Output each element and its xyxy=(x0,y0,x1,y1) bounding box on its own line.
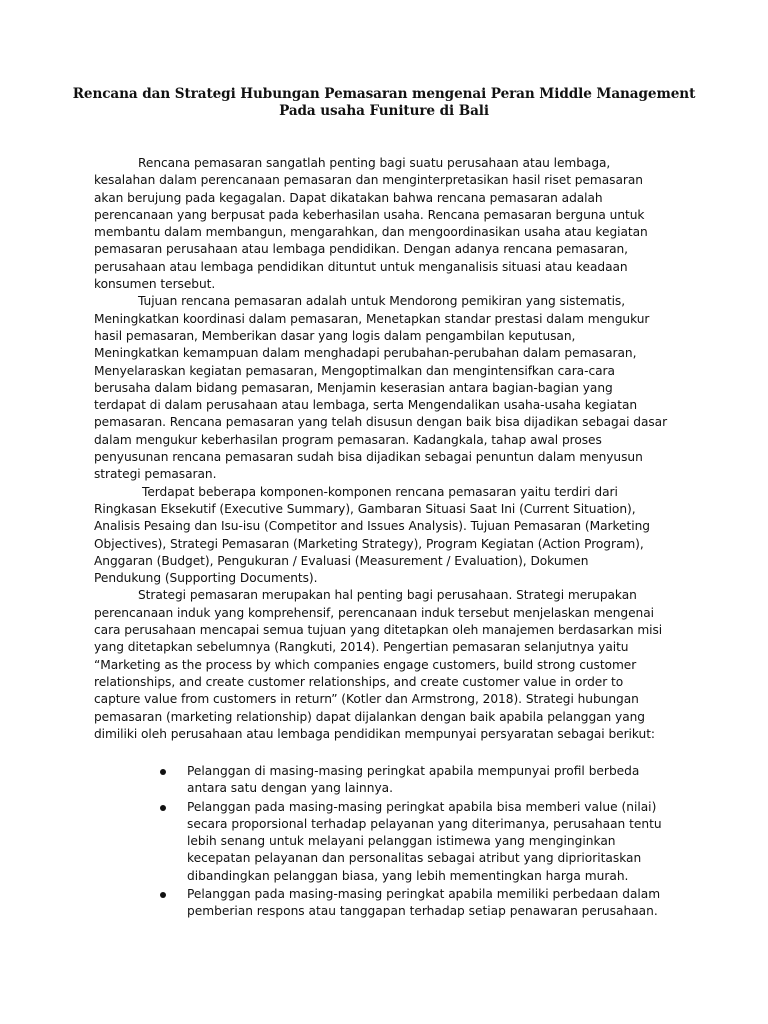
title-line: Pada usaha Funiture di Bali xyxy=(279,103,489,119)
text-line: dimiliki oleh perusahaan atau lembaga pendidikan mempunyai persyaratan sebagai berikut: xyxy=(94,726,655,741)
document-body xyxy=(94,155,674,743)
text-line: yang ditetapkan sebelumnya (Rangkuti, 2014). Pengertian pemasaran selanjutnya yaitu xyxy=(94,640,629,655)
document-title xyxy=(60,86,708,120)
text-line: perencanaan yang berpusat pada keberhasilan usaha. Rencana pemasaran berguna untuk xyxy=(94,207,645,222)
text-line: pemberian respons atau tanggapan terhadap setiap penawaran perusahaan. xyxy=(187,904,658,919)
text-line: Meningkatkan koordinasi dalam pemasaran, Menetapkan standar prestasi dalam mengukur xyxy=(94,311,650,326)
text-line: Anggaran (Budget), Pengukuran / Evaluasi (Measurement / Evaluation), Dokumen xyxy=(94,553,589,568)
text-line: “Marketing as the process by which companies engage customers, build strong customer xyxy=(94,657,637,672)
bullet-icon xyxy=(160,805,166,811)
text-line: kesalahan dalam perencanaan pemasaran dan menginterpretasikan hasil riset pemasaran xyxy=(94,173,643,188)
text-line: hasil pemasaran, Memberikan dasar yang logis dalam pengambilan keputusan, xyxy=(94,328,576,343)
text-line: Pelanggan pada masing-masing peringkat apabila bisa memberi value (nilai) xyxy=(187,799,657,814)
text-line: strategi pemasaran. xyxy=(94,467,217,482)
bullet-icon xyxy=(160,892,166,898)
text-line: secara proporsional terhadap pelayanan yang diterimanya, perusahaan tentu xyxy=(187,816,662,831)
text-line: Ringkasan Eksekutif (Executive Summary), Gambaran Situasi Saat Ini (Current Situation), xyxy=(94,501,636,516)
text-line: Rencana pemasaran sangatlah penting bagi suatu perusahaan atau lembaga, xyxy=(138,156,611,170)
text-line: pemasaran (marketing relationship) dapat dijalankan dengan baik apabila pelanggan yang xyxy=(94,709,645,724)
text-line: Pendukung (Supporting Documents). xyxy=(94,571,318,586)
text-line: akan berujung pada kegagalan. Dapat dikatakan bahwa rencana pemasaran adalah xyxy=(94,190,603,205)
list-item xyxy=(94,799,674,885)
text-line: Pelanggan pada masing-masing peringkat apabila memiliki perbedaan dalam xyxy=(187,887,661,902)
text-line: penyusunan rencana pemasaran sudah bisa dijadikan sebagai penuntun dalam menyusun xyxy=(94,450,643,465)
text-line: antara satu dengan yang lainnya. xyxy=(187,781,394,796)
text-line: Strategi pemasaran merupakan hal penting bagi perusahaan. Strategi merupakan xyxy=(138,588,637,603)
title-line: Rencana dan Strategi Hubungan Pemasaran mengenai Peran Middle Management xyxy=(72,86,696,102)
text-line: pemasaran perusahaan atau lembaga pendidikan. Dengan adanya rencana pemasaran, xyxy=(94,242,628,257)
bullet-icon xyxy=(160,769,166,775)
text-line: Pelanggan di masing-masing peringkat apabila mempunyai profil berbeda xyxy=(187,764,640,778)
text-line: relationships, and create customer relationships, and create customer value in order to xyxy=(94,674,624,689)
list-item xyxy=(94,763,674,798)
bullet-list xyxy=(94,763,674,922)
text-line: terdapat di dalam perusahaan atau lembaga, serta Mengendalikan usaha-usaha kegiatan xyxy=(94,398,638,413)
text-line: dibandingkan pelanggan biasa, yang lebih mementingkan harga murah. xyxy=(187,868,629,883)
text-line: konsumen tersebut. xyxy=(94,277,216,292)
text-line: pemasaran. Rencana pemasaran yang telah disusun dengan baik bisa dijadikan sebagai dasar xyxy=(94,415,668,430)
text-line: Objectives), Strategi Pemasaran (Marketing Strategy), Program Kegiatan (Action Program), xyxy=(94,536,644,551)
text-line: Menyelaraskan kegiatan pemasaran, Mengoptimalkan dan mengintensifkan cara-cara xyxy=(94,363,615,378)
text-line: perencanaan induk yang komprehensif, perencanaan induk tersebut menjelaskan mengenai xyxy=(94,605,654,620)
list-item xyxy=(94,886,674,921)
text-line: kecepatan pelayanan dan personalitas sebagai atribut yang diprioritaskan xyxy=(187,851,642,866)
text-line: Tujuan rencana pemasaran adalah untuk Mendorong pemikiran yang sistematis, xyxy=(138,294,626,309)
text-line: Analisis Pesaing dan Isu-isu (Competitor and Issues Analysis). Tujuan Pemasaran (Marketing xyxy=(94,519,650,534)
text-line: berusaha dalam bidang pemasaran, Menjamin keserasian antara bagian-bagian yang xyxy=(94,380,613,395)
text-line: cara perusahaan mencapai semua tujuan yang ditetapkan oleh manajemen berdasarkan misi xyxy=(94,623,663,638)
text-line: perusahaan atau lembaga pendidikan dituntut untuk menganalisis situasi atau keadaan xyxy=(94,259,628,274)
text-line: Meningkatkan kemampuan dalam menghadapi perubahan-perubahan dalam pemasaran, xyxy=(94,346,637,361)
text-line: dalam mengukur keberhasilan program pemasaran. Kadangkala, tahap awal proses xyxy=(94,432,602,447)
text-line: capture value from customers in return” (Kotler dan Armstrong, 2018). Strategi hubungan xyxy=(94,692,639,707)
text-line: lebih senang untuk melayani pelanggan istimewa yang menginginkan xyxy=(187,834,616,849)
text-line: Terdapat beberapa komponen-komponen rencana pemasaran yaitu terdiri dari xyxy=(142,484,618,499)
text-line: membantu dalam membangun, mengarahkan, dan mengoordinasikan usaha atau kegiatan xyxy=(94,225,648,240)
